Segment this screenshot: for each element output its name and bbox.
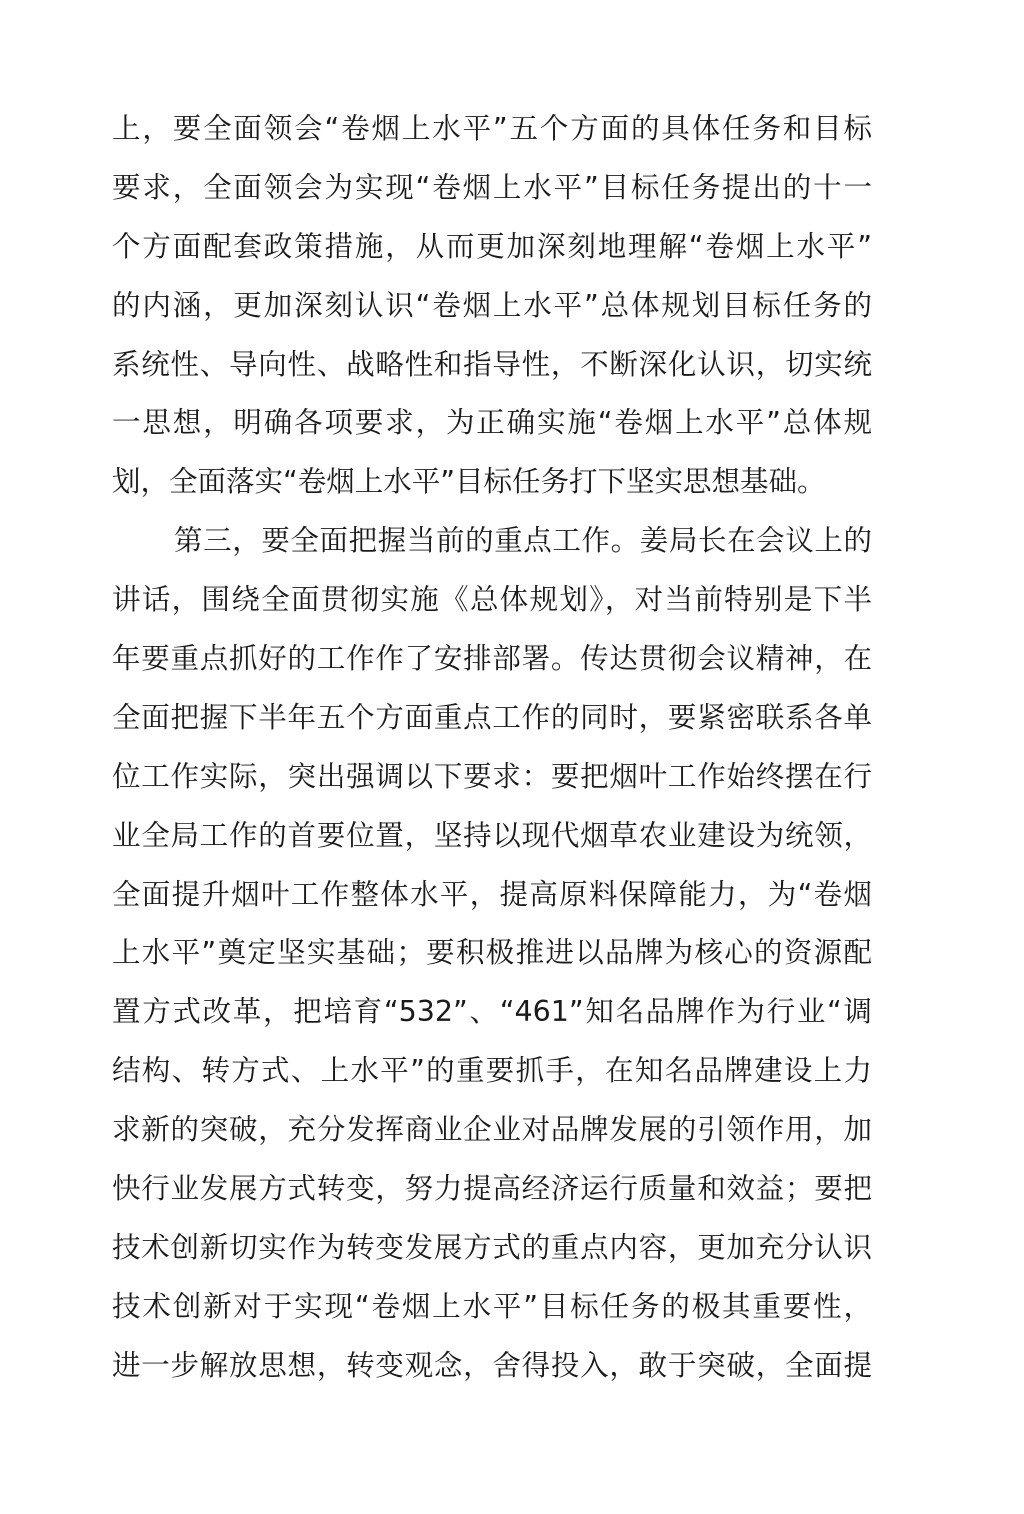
text-line: 位工作实际，突出强调以下要求：要把烟叶工作始终摆在行 — [112, 759, 872, 793]
text-line: 一思想，明确各项要求，为正确实施“卷烟上水平”总体规 — [112, 406, 872, 440]
text-line: 上，要全面领会“卷烟上水平”五个方面的具体任务和目标 — [112, 112, 872, 145]
body-text — [112, 100, 872, 1396]
text-line: 技术创新切实作为转变发展方式的重点内容，更加充分认识 — [112, 1230, 872, 1264]
text-line: 置方式改革，把培育“532”、“461”知名品牌作为行业“调 — [112, 995, 872, 1029]
text-line: 进一步解放思想，转变观念，舍得投入，敢于突破，全面提 — [112, 1348, 872, 1382]
text-line: 系统性、导向性、战略性和指导性，不断深化认识，切实统 — [112, 347, 872, 381]
paragraph-start-line: 第三，要全面把握当前的重点工作。姜局长在会议上的 — [174, 524, 872, 558]
text-line: 个方面配套政策措施，从而更加深刻地理解“卷烟上水平” — [112, 229, 872, 263]
text-line: 上水平”奠定坚实基础；要积极推进以品牌为核心的资源配 — [112, 936, 872, 970]
text-line: 结构、转方式、上水平”的重要抓手，在知名品牌建设上力 — [112, 1054, 872, 1088]
paragraph-end-line: 划，全面落实“卷烟上水平”目标任务打下坚实思想基础。 — [112, 465, 826, 499]
text-line: 年要重点抓好的工作作了安排部署。传达贯彻会议精神，在 — [112, 642, 872, 676]
text-line: 全面把握下半年五个方面重点工作的同时，要紧密联系各单 — [112, 700, 872, 734]
text-line: 的内涵，更加深刻认识“卷烟上水平”总体规划目标任务的 — [112, 288, 872, 322]
text-line: 技术创新对于实现“卷烟上水平”目标任务的极其重要性， — [112, 1289, 872, 1323]
text-line: 讲话，围绕全面贯彻实施《总体规划》，对当前特别是下半 — [112, 583, 872, 617]
text-line: 全面提升烟叶工作整体水平，提高原料保障能力，为“卷烟 — [112, 877, 872, 911]
text-line: 求新的突破，充分发挥商业企业对品牌发展的引领作用，加 — [112, 1113, 872, 1147]
text-line: 快行业发展方式转变，努力提高经济运行质量和效益；要把 — [112, 1172, 872, 1206]
text-line: 要求，全面领会为实现“卷烟上水平”目标任务提出的十一 — [112, 170, 872, 204]
text-line: 业全局工作的首要位置，坚持以现代烟草农业建设为统领， — [112, 818, 872, 852]
